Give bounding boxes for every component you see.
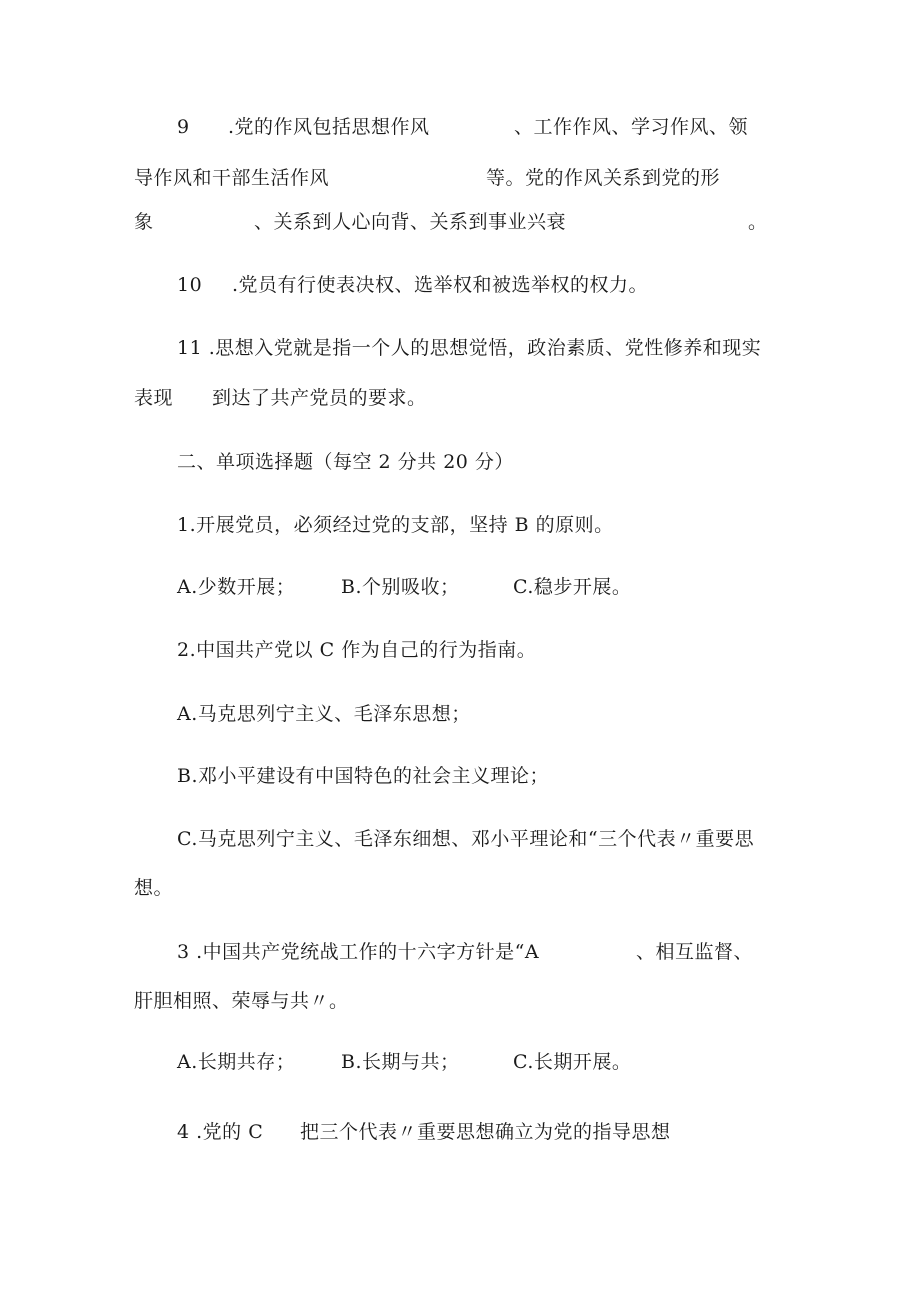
mc2-option-c-part-1: C.马克思列宁主义、毛泽东细想、邓小平理论和“三个代表〃重要思: [177, 828, 755, 850]
mc4-question-b: 把三个代表〃重要思想确立为党的指导思想: [300, 1121, 671, 1143]
q9-text-g: 。: [748, 211, 768, 233]
q9-text-b: 、工作作风、学习作风、领: [514, 116, 749, 138]
q9-text-a: .党的作风包括思想作风: [228, 116, 430, 138]
mc2-option-a: A.马克思列宁主义、毛泽东思想；: [177, 703, 471, 725]
q9-text-e: 象: [134, 211, 154, 233]
mc2-question-text: 2.中国共产党以 C 作为自己的行为指南。: [177, 639, 537, 661]
q9-text-d: 等。党的作风关系到党的形: [486, 167, 721, 189]
section-title: 二、单项选择题（每空 2 分共 20 分）: [177, 451, 514, 473]
mc3-question-a: 3 .中国共产党统战工作的十六字方针是“A: [177, 941, 540, 963]
q11-text-a: 11 .思想入党就是指一个人的思想觉悟，政治素质、党性修养和现实: [177, 337, 762, 359]
mc1-question-text: 1.开展党员，必须经过党的支部，坚持 B 的原则。: [177, 514, 614, 536]
mc1-option-c: C.稳步开展。: [513, 576, 632, 598]
mc3-option-b: B.长期与共；: [341, 1051, 460, 1073]
mc1-option-a: A.少数开展；: [177, 576, 296, 598]
q11-text-c: 到达了共产党员的要求。: [212, 387, 427, 409]
mc3-question-c: 肝胆相照、荣辱与共〃。: [134, 990, 349, 1012]
mc3-option-a: A.长期共存；: [177, 1051, 296, 1073]
q9-text-f: 、关系到人心向背、关系到事业兴衰: [254, 211, 567, 233]
q9-text-c: 导作风和干部生活作风: [134, 167, 330, 189]
mc2-option-b: B.邓小平建设有中国特色的社会主义理论；: [177, 765, 550, 787]
mc1-option-b: B.个别吸收；: [341, 576, 460, 598]
q10-text: .党员有行使表决权、选举权和被选举权的权力。: [232, 274, 649, 296]
mc3-question-b: 、相互监督、: [636, 941, 754, 963]
mc4-question-a: 4 .党的 C: [177, 1121, 264, 1143]
mc2-option-c-part-2: 想。: [134, 877, 174, 899]
q10-number: 10: [177, 274, 203, 296]
mc3-option-c: C.长期开展。: [513, 1051, 632, 1073]
q11-text-b: 表现: [134, 387, 174, 409]
q9-number: 9: [177, 116, 190, 138]
